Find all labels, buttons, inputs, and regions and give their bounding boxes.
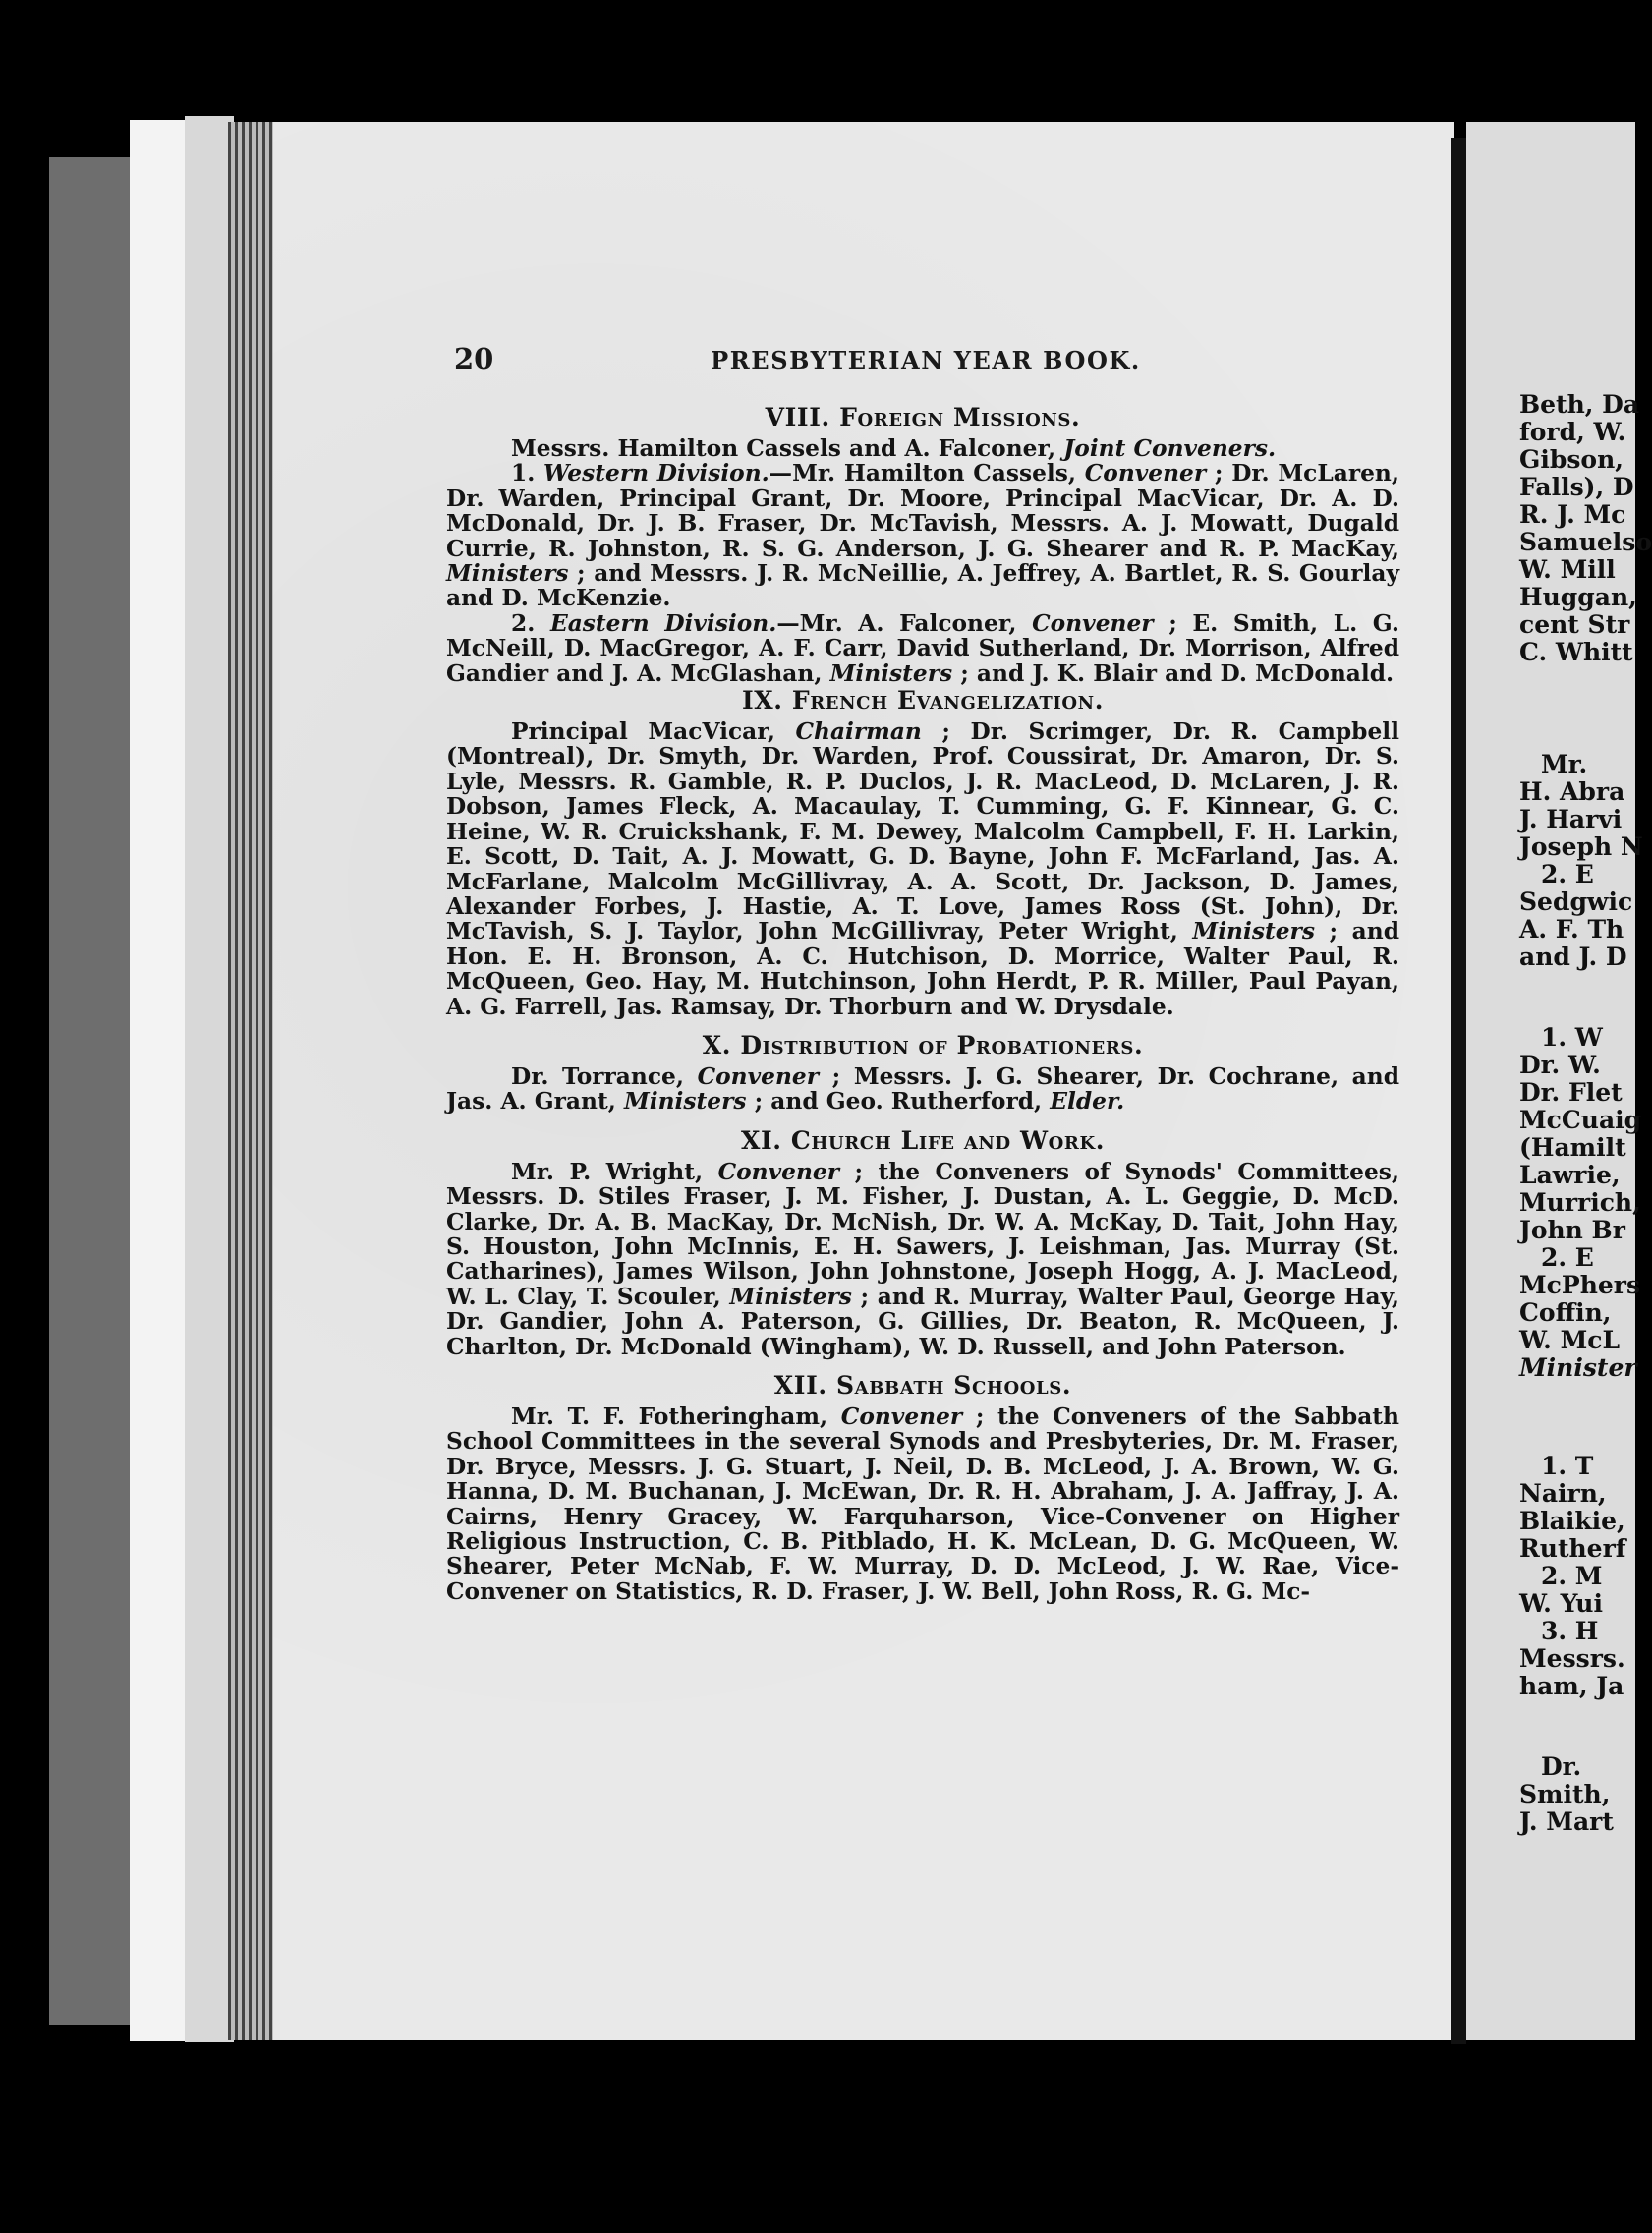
text-run: ; Dr. McLaren, Dr. Warden, Principal Grant, Dr. Moore, Principal MacVicar, Dr. A. D. McDonald, Dr. J. B. Fraser, Dr. McTavish, Messrs. A. J. Mowatt, Dugald Currie, R. Johnston, R. S. G. Anderson, J. G. Shearer and R. P. MacKay,: [446, 460, 1399, 562]
section-heading: XII. Sabbath Schools.: [773, 1371, 1072, 1400]
right-page-line: W. McL: [1519, 1326, 1621, 1354]
text-run: Principal MacVicar,: [511, 718, 796, 746]
right-page-line: H. Abra: [1519, 777, 1625, 806]
italic-run: Convener: [717, 1158, 839, 1185]
right-page-line: 3. H: [1541, 1617, 1599, 1645]
italic-run: Convener: [1032, 609, 1154, 637]
paragraph: [446, 1404, 1399, 1604]
italic-run: Ministers: [729, 1283, 852, 1310]
text-run: ; and J. K. Blair and D. McDonald.: [952, 659, 1395, 687]
italic-run: Elder.: [1050, 1088, 1125, 1116]
text-run: Mr. P. Wright,: [511, 1158, 718, 1185]
text-run: Messrs. Hamilton Cassels and A. Falconer,: [511, 435, 1064, 462]
right-page-line: Blaikie,: [1519, 1507, 1625, 1535]
paragraph: [446, 611, 1399, 686]
text-run: ; Messrs. J. G. Shearer, Dr. Cochrane, and Jas. A. Grant,: [446, 1062, 1399, 1116]
right-page-line: and J. D: [1519, 943, 1627, 971]
right-page-line: Mr.: [1541, 750, 1588, 778]
right-page-line: Messrs.: [1519, 1644, 1625, 1673]
text-run: 2.: [511, 609, 550, 637]
italic-run: Convener: [1084, 460, 1207, 487]
right-page-line: Dr. W.: [1519, 1051, 1601, 1079]
right-page-line: Nairn,: [1519, 1479, 1607, 1508]
page-edge-inner: [185, 116, 234, 2042]
italic-run: Eastern Division.: [549, 609, 777, 637]
right-page-line: Falls), D: [1519, 473, 1634, 501]
text-run: Dr. Torrance,: [511, 1062, 698, 1090]
right-page-line: Dr. Flet: [1519, 1078, 1623, 1107]
right-page-line: Murrich,: [1519, 1188, 1641, 1217]
section-heading: IX. French Evangelization.: [742, 686, 1104, 716]
paragraph: [446, 1064, 1399, 1115]
right-page-line: McPhers: [1519, 1271, 1641, 1299]
right-page-line: Dr.: [1541, 1752, 1582, 1781]
right-page-line: cent Str: [1519, 610, 1630, 639]
paragraph: [446, 461, 1399, 610]
italic-run: Ministers: [1192, 918, 1315, 945]
page-header: [454, 342, 1397, 381]
right-page-line: Gibson,: [1519, 445, 1624, 474]
right-page-line: 1. T: [1541, 1452, 1594, 1480]
right-page-line: R. J. Mc: [1519, 500, 1626, 529]
right-page-line: John Br: [1519, 1216, 1625, 1244]
paragraph: [446, 1160, 1399, 1359]
text-run: Mr. T. F. Fotheringham,: [511, 1403, 841, 1430]
paragraph: [446, 719, 1399, 1019]
right-page-line: Samuelso: [1519, 528, 1652, 556]
book-gutter: [1451, 138, 1466, 2044]
right-page-line: A. F. Th: [1519, 915, 1624, 944]
text-run: ; and R. Murray, Walter Paul, George Hay, Dr. Gandier, John A. Paterson, G. Gillies, Dr. Beaton, R. McQueen, J. Charlton, Dr. McDonald (Wingham), W. D. Russell, and John Paterson.: [446, 1283, 1400, 1360]
text-run: ; the Conveners of Synods' Committees, Messrs. D. Stiles Fraser, J. M. Fisher, J. Dustan, A. L. Geggie, D. McD. Clarke, Dr. A. B. MacKay, Dr. McNish, Dr. W. A. McKay, D. Tait, John Hay, S. Houston, John McInnis, E. H. Sawers, J. Leishman, Jas. Murray (St. Catharines), James Wilson, John Johnstone, Joseph Hogg, A. J. MacLeod, W. L. Clay, T. Scouler,: [446, 1158, 1400, 1310]
right-page-line: 2. E: [1541, 860, 1594, 888]
right-page-line: 1. W: [1541, 1023, 1603, 1052]
text-column: [446, 403, 1399, 1604]
italic-run: Chairman: [795, 718, 922, 746]
right-page-line: ford, W.: [1519, 418, 1626, 446]
page-edge-outer: [130, 120, 189, 2041]
page-number: 20: [454, 342, 494, 375]
section-heading: VIII. Foreign Missions.: [765, 403, 1081, 431]
right-page-line: J. Mart: [1519, 1807, 1614, 1836]
right-page-line: W. Mill: [1519, 555, 1616, 584]
text-run: 1.: [511, 460, 544, 487]
text-run: ; Dr. Scrimger, Dr. R. Campbell (Montreal), Dr. Smyth, Dr. Warden, Prof. Coussirat, Dr. Amaron, Dr. S. Lyle, Messrs. R. Gamble, R. P. Duclos, J. R. MacLeod, D. McLaren, J. R. Dobson, James Fleck, A. Macaulay, T. Cumming, G. F. Kinnear, G. C. Heine, W. R. Cruickshank, F. M. Dewey, Malcolm Campbell, F. H. Larkin, E. Scott, D. Tait, A. J. Mowatt, G. D. Bayne, John F. McFarland, Jas. A. McFarlane, Malcolm McGillivray, A. A. Scott, Dr. Jackson, D. James, Alexander Forbes, J. Hastie, A. T. Love, James Ross (St. John), Dr. McTavish, S. J. Taylor, John McGillivray, Peter Wright,: [446, 718, 1399, 945]
right-page-line: 2. M: [1541, 1562, 1603, 1590]
running-head: PRESBYTERIAN YEAR BOOK.: [711, 346, 1141, 374]
text-run: ; and Hon. E. H. Bronson, A. C. Hutchison, D. Morrice, Walter Paul, R. McQueen, Geo. Hay, M. Hutchinson, John Herdt, P. R. Miller, Paul Payan, A. G. Farrell, Jas. Ramsay, Dr. Thorburn and W. Drysdale.: [446, 918, 1399, 1020]
page-leaves: [228, 122, 273, 2040]
right-page-line: W. Yui: [1519, 1589, 1603, 1618]
right-page-line: Beth, Da: [1519, 390, 1640, 419]
text-run: ; and Geo. Rutherford,: [746, 1088, 1051, 1116]
right-page-line: Joseph N: [1519, 832, 1643, 861]
right-page-line: Smith,: [1519, 1780, 1611, 1808]
text-run: —Mr. A. Falconer,: [776, 609, 1033, 637]
italic-run: Ministers: [446, 560, 569, 588]
right-page-line: (Hamilt: [1519, 1133, 1626, 1162]
right-page-line: C. Whitt: [1519, 638, 1633, 666]
right-page-line: J. Harvi: [1519, 805, 1623, 833]
right-page: [1466, 122, 1652, 2040]
right-page-line: McCuaig: [1519, 1106, 1642, 1134]
right-page-line: 2. E: [1541, 1243, 1594, 1272]
italic-run: Western Division.: [543, 460, 769, 487]
text-run: ; the Conveners of the Sabbath School Committees in the several Synods and Presbyteries, Dr. M. Fraser, Dr. Bryce, Messrs. J. G. Stuart, J. Neil, D. B. McLeod, J. A. Brown, W. G. Hanna, D. M. Buchanan, J. McEwan, Dr. R. H. Abraham, J. A. Jaffray, J. A. Cairns, Henry Gracey, W. Farquharson, Vice-Convener on Higher Religious Instruction, C. B. Pitblado, H. K. McLean, D. G. McQueen, W. Shearer, Peter McNab, F. W. Murray, D. D. McLeod, J. W. Rae, Vice-Convener on Statistics, R. D. Fraser, J. W. Bell, John Ross, R. G. Mc-: [446, 1403, 1399, 1605]
section-heading: X. Distribution of Probationers.: [702, 1030, 1144, 1059]
italic-run: Convener: [840, 1403, 963, 1430]
text-run: ; E. Smith, L. G. McNeill, D. MacGregor, A. F. Carr, David Sutherland, Dr. Morrison, Alfred Gandier and J. A. McGlashan,: [446, 609, 1399, 687]
right-page-line: Rutherf: [1519, 1534, 1626, 1563]
right-page-line: ham, Ja: [1519, 1672, 1624, 1700]
text-run: ; and Messrs. J. R. McNeillie, A. Jeffrey, A. Bartlet, R. S. Gourlay and D. McKenzie.: [446, 560, 1399, 612]
right-page-line: Huggan,: [1519, 583, 1637, 611]
italic-run: Convener: [697, 1062, 819, 1090]
right-page-line: Sedgwic: [1519, 887, 1633, 916]
section-heading: XI. Church Life and Work.: [740, 1125, 1106, 1155]
text-run: —Mr. Hamilton Cassels,: [769, 460, 1085, 487]
right-page-line: Coffin,: [1519, 1298, 1612, 1327]
italic-run: Joint Conveners.: [1063, 435, 1277, 462]
paragraph: [446, 436, 1399, 461]
right-page-line: Lawrie,: [1519, 1161, 1621, 1189]
italic-run: Ministers: [623, 1088, 747, 1116]
right-page-line: Minister: [1519, 1353, 1637, 1382]
italic-run: Ministers: [829, 659, 953, 687]
